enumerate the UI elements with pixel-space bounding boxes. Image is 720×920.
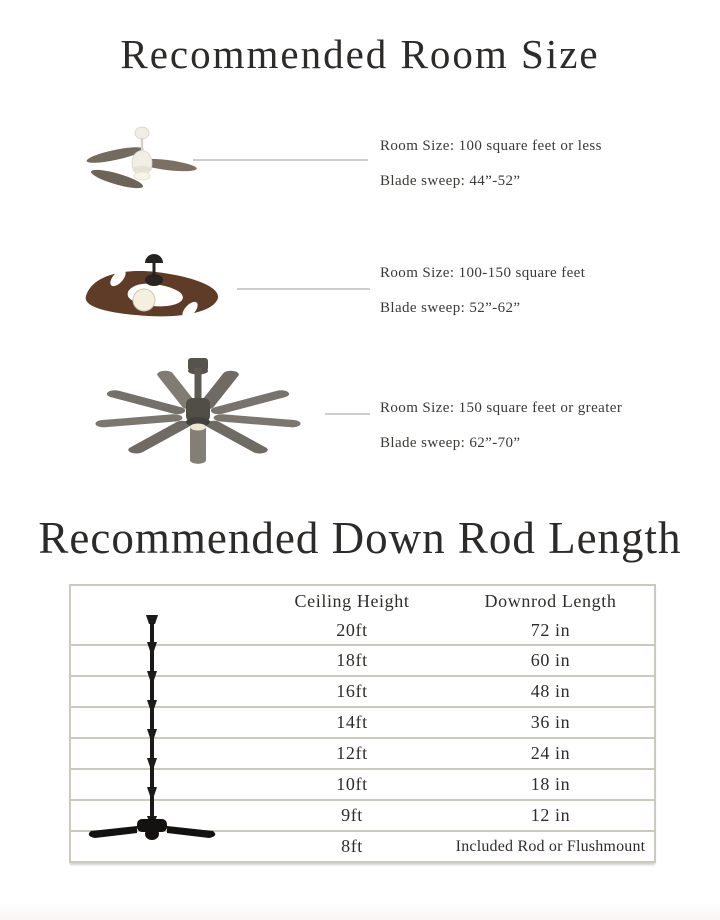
table-row [71,737,654,768]
ceiling-height-value: 16ft [336,681,368,701]
downrod-length-value: Included Rod or Flushmount [455,837,646,855]
downrod-length-value: 36 in [530,712,571,732]
lead-line-2 [237,288,370,290]
ceiling-height-value: 8ft [341,836,363,856]
ceiling-height-value: 14ft [336,712,368,732]
lead-line-3 [325,413,370,415]
header-ceiling-height: Ceiling Height [294,590,410,611]
table-row [71,644,654,675]
ceiling-height-value: 10ft [336,774,368,794]
table-row [71,706,654,737]
fan-1-room-size: Room Size: 100 square feet or less [380,138,602,154]
ceiling-height-value: 9ft [341,805,363,825]
downrod-length-value: 12 in [530,805,571,825]
lead-line-1 [193,159,368,161]
table-row [71,799,654,830]
fan-3-specs [380,398,622,468]
fan-1-specs [380,136,602,206]
fan-2-room-size: Room Size: 100-150 square feet [380,265,586,281]
fan-2-specs [380,263,585,333]
ceiling-height-value: 12ft [336,743,368,763]
room-size-title: Recommended Room Size [120,31,600,77]
table-header-row [71,586,654,616]
ceiling-height-value: 20ft [336,619,368,640]
downrod-title: Recommended Down Rod Length [38,513,682,563]
downrod-length-value: 48 in [530,681,571,701]
downrod-length-value: 18 in [530,774,571,794]
fan-3-room-size: Room Size: 150 square feet or greater [380,400,623,416]
windmill-fan-image [93,358,308,464]
downrod-length-value: 24 in [530,743,571,763]
downrod-length-value: 60 in [530,650,571,670]
downrod-table [69,584,656,863]
header-downrod-length: Downrod Length [484,590,617,611]
fan-2-blade-sweep: Blade sweep: 52”-62” [380,300,521,316]
fan-1-blade-sweep: Blade sweep: 44”-52” [380,173,521,189]
table-row [71,675,654,706]
ceiling-height-value: 18ft [336,650,368,670]
table-row [71,830,654,861]
downrod-length-value: 72 in [530,619,571,640]
table-row [71,616,654,644]
curved-blade-fan-image [82,250,222,324]
page-bottom-edge [0,904,720,920]
fan-3-blade-sweep: Blade sweep: 62”-70” [380,435,521,451]
table-row [71,768,654,799]
three-blade-fan-image [85,125,197,197]
